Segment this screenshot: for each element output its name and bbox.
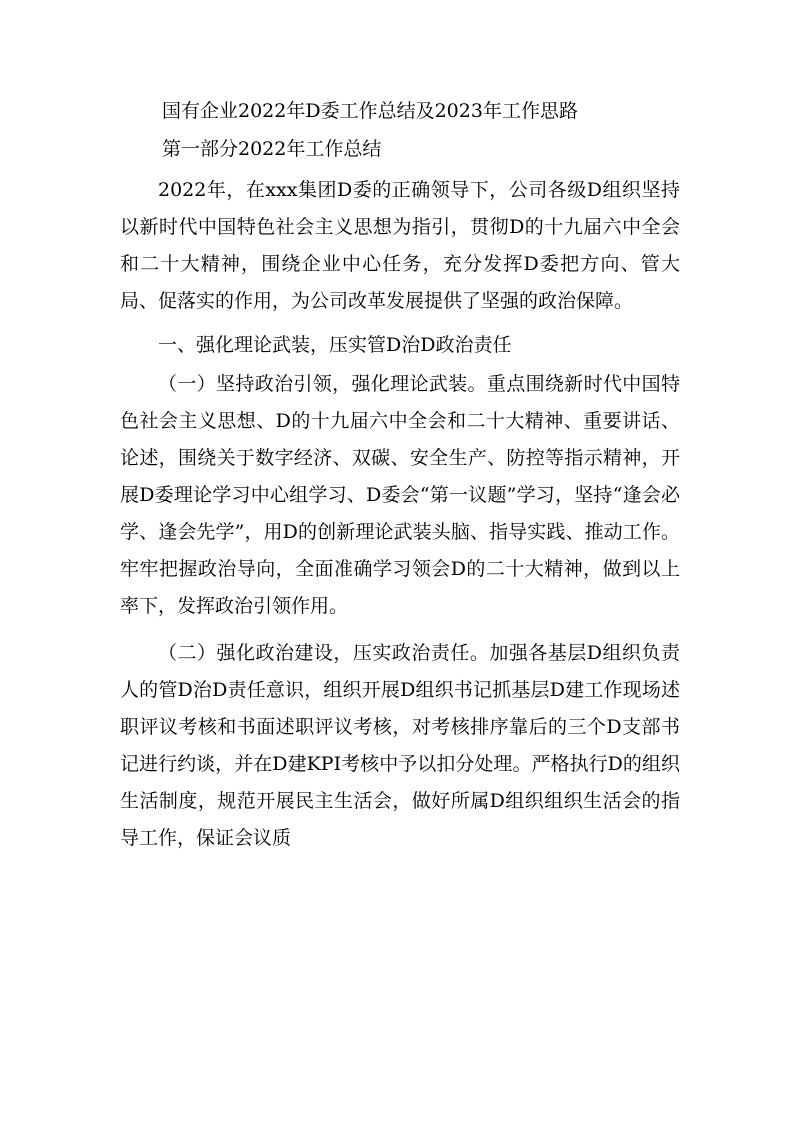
section-1-heading: 一、强化理论武装，压实管D治D政治责任 [158, 334, 512, 356]
section-1-paragraph-1: （一）坚持政治引领，强化理论武装。重点围绕新时代中国特色社会主义思想、D的十九届六中全会和二十大精神、重要讲话、论述，围绕关于数字经济、双碳、安全生产、防控等指示精神，开展D委理论学习中心组学习、D委会“第一议题”学习，坚持“逢会必学、逢会先学”，用D的创新理论武装头脑、指导实践、推动工作。牢牢把握政治导向，全面准确学习领会D的二十大精神，做到以上率下，发挥政治引领作用。 [120, 373, 680, 617]
section-1-paragraph-2: （二）强化政治建设，压实政治责任。加强各基层D组织负责人的管D治D责任意识，组织开展D组织书记抓基层D建工作现场述职评议考核和书面述职评议考核，对考核排序靠后的三个D支部书记进行约谈，并在D建KPI考核中予以扣分处理。严格执行D的组织生活制度，规范开展民主生活会，做好所属D组织组织生活会的指导工作，保证会议质 [120, 642, 680, 849]
document-title: 国有企业2022年D委工作总结及2023年工作思路 [162, 100, 578, 122]
part-heading: 第一部分2022年工作总结 [162, 138, 382, 160]
document-body [120, 92, 680, 857]
intro-paragraph: 2022年，在xxx集团D委的正确领导下，公司各级D组织坚持以新时代中国特色社会主义思想为指引，贯彻D的十九届六中全会和二十大精神，围绕企业中心任务，充分发挥D委把方向、管大局、促落实的作用，为公司改革发展提供了坚强的政治保障。 [120, 179, 680, 312]
